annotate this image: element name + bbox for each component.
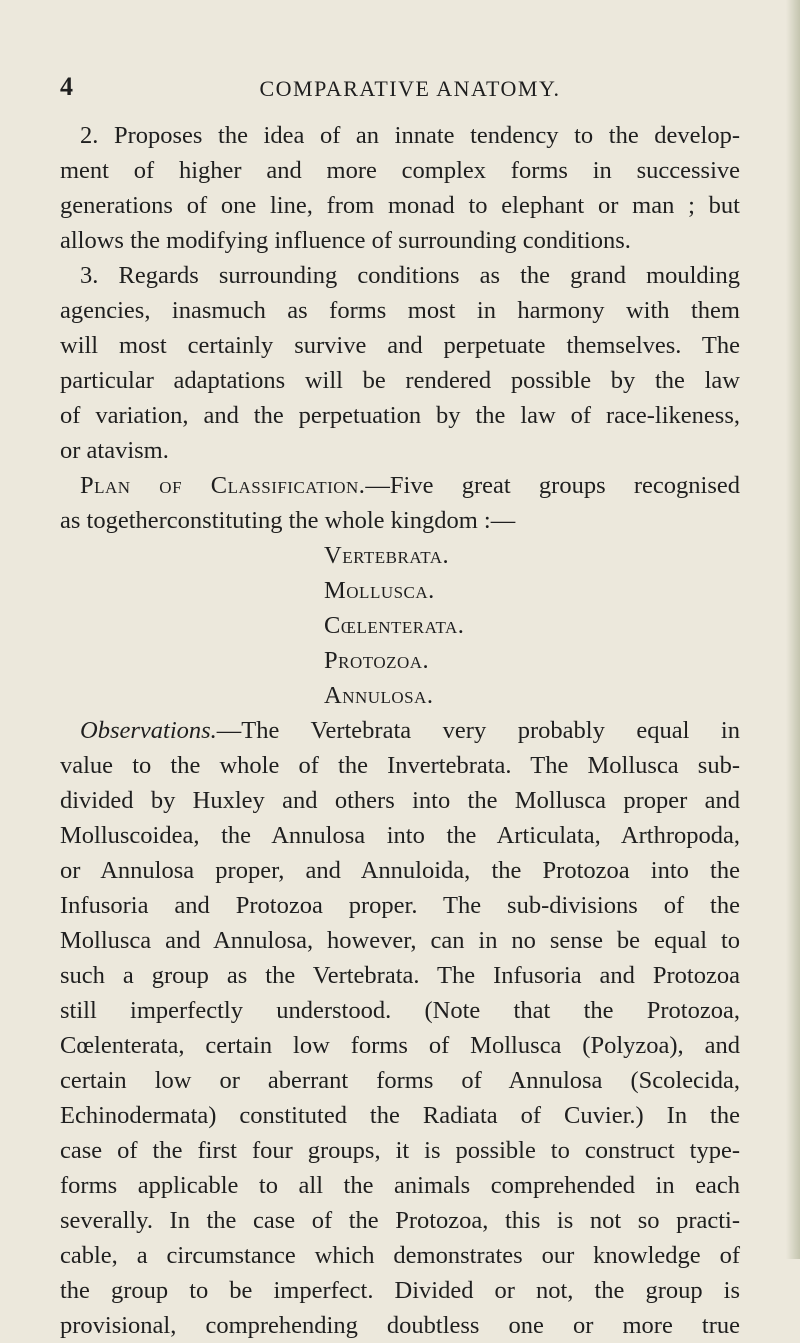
- body-text: [60, 118, 740, 1343]
- observations-line: severally. In the case of the Protozoa, this is not so practi-: [60, 1207, 740, 1234]
- plan-line: [60, 468, 740, 503]
- observations-line: or Annulosa proper, and Annuloida, the Protozoa into the: [60, 857, 740, 884]
- observations-line: provisional, comprehending doubtless one or more true: [60, 1312, 740, 1339]
- para2-line: ment of higher and more complex forms in successive: [60, 157, 740, 184]
- para2-line: 2. Proposes the idea of an innate tendency to the develop-: [80, 122, 740, 149]
- observations-line: Mollusca and Annulosa, however, can in no sense be equal to: [60, 927, 740, 954]
- observations-line: value to the whole of the Invertebrata. The Mollusca sub-: [60, 752, 740, 779]
- observations-line: still imperfectly understood. (Note that the Protozoa,: [60, 997, 740, 1024]
- para3-line: particular adaptations will be rendered possible by the law: [60, 367, 740, 394]
- group-mollusca: Mollusca.: [324, 577, 435, 604]
- plan-heading: Plan of Classification.: [80, 472, 366, 499]
- observations-line: the group to be imperfect. Divided or not, the group is: [60, 1277, 740, 1304]
- plan-line: as togetherconstituting the whole kingdom :—: [60, 507, 516, 534]
- group-annulosa: Annulosa.: [324, 682, 434, 709]
- observations-line: Echinodermata) constituted the Radiata of Cuvier.) In the: [60, 1102, 740, 1129]
- group-coelenterata: Cœlenterata.: [324, 612, 465, 639]
- observations-line: certain low or aberrant forms of Annulosa (Scolecida,: [60, 1067, 740, 1094]
- observations-line: Cœlenterata, certain low forms of Mollusca (Polyzoa), and: [60, 1032, 740, 1059]
- observations-line1-rest: —The Vertebrata very probably equal in: [216, 717, 740, 744]
- plan-line1-rest: —Five great groups recognised: [365, 472, 740, 499]
- para3-line: agencies, inasmuch as forms most in harmony with them: [60, 297, 740, 324]
- observations-line: Infusoria and Protozoa proper. The sub-divisions of the: [60, 892, 740, 919]
- para2-line: generations of one line, from monad to elephant or man ; but: [60, 192, 740, 219]
- running-head: [60, 72, 760, 102]
- para2-line: allows the modifying influence of surrounding conditions.: [60, 227, 631, 254]
- para3-line: of variation, and the perpetuation by the law of race-likeness,: [60, 402, 740, 429]
- observations-line: divided by Huxley and others into the Mollusca proper and: [60, 787, 740, 814]
- group-vertebrata: Vertebrata.: [324, 542, 450, 569]
- observations-line: [60, 713, 740, 748]
- observations-line: case of the first four groups, it is possible to construct type-: [60, 1137, 740, 1164]
- para3-line: will most certainly survive and perpetuate themselves. The: [60, 332, 740, 359]
- page-edge-shadow: [786, 0, 800, 1259]
- running-title: COMPARATIVE ANATOMY.: [259, 76, 561, 101]
- observations-line: cable, a circumstance which demonstrates our knowledge of: [60, 1242, 740, 1269]
- observations-line: Molluscoidea, the Annulosa into the Articulata, Arthropoda,: [60, 822, 740, 849]
- page-number: 4: [60, 72, 73, 101]
- para3-line: 3. Regards surrounding conditions as the grand moulding: [80, 262, 740, 289]
- group-protozoa: Protozoa.: [324, 647, 430, 674]
- observations-heading: Observations.: [80, 717, 217, 744]
- observations-line: such a group as the Vertebrata. The Infusoria and Protozoa: [60, 962, 740, 989]
- para3-line: or atavism.: [60, 437, 169, 464]
- observations-line: forms applicable to all the animals comprehended in each: [60, 1172, 740, 1199]
